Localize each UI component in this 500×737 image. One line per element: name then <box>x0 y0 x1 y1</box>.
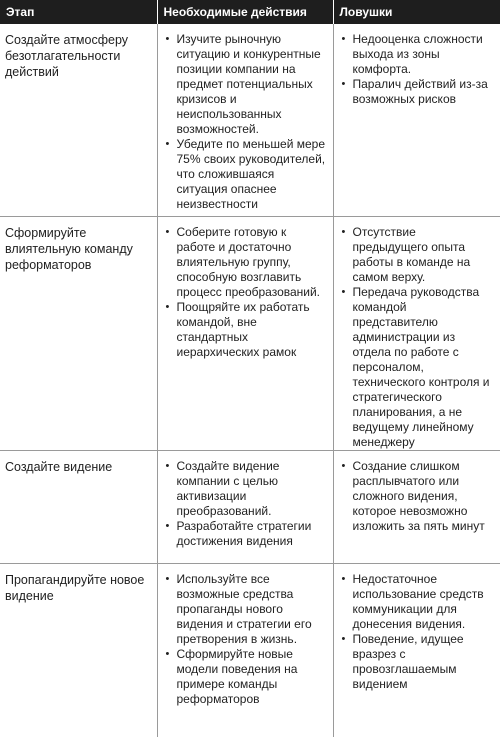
list-item: • Недостаточное использование средств коммуникации для донесения видения. <box>340 572 495 632</box>
header-stage: Этап <box>0 0 157 24</box>
list-item: • Разработайте стратегии достижения видения <box>164 519 327 549</box>
bullet-icon: • <box>342 32 346 47</box>
traps-cell <box>333 564 500 737</box>
traps-cell <box>333 24 500 217</box>
list-item: • Поощряйте их работать командой, вне стандартных иерархических рамок <box>164 300 327 360</box>
table-row <box>0 564 500 737</box>
bullet-icon: • <box>342 459 346 474</box>
bullet-icon: • <box>342 225 346 240</box>
list-item: • Паралич действий из-за возможных рисков <box>340 77 495 107</box>
table-row <box>0 24 500 217</box>
header-actions: Необходимые действия <box>157 0 333 24</box>
stage-cell: Пропагандируйте новое видение <box>0 564 157 737</box>
list-item: • Создание слишком расплывчатого или сложного видения, которое невозможно изложить за пять минут <box>340 459 495 534</box>
bullet-icon: • <box>166 32 170 47</box>
bullet-icon: • <box>342 285 346 300</box>
list-item: • Соберите готовую к работе и достаточно влиятельную группу, способную возглавить процесс преобразований. <box>164 225 327 300</box>
table-row <box>0 217 500 451</box>
actions-cell <box>157 217 333 451</box>
list-item: • Убедите по меньшей мере 75% своих руководителей, что сложившаяся ситуация опаснее неизвестности <box>164 137 327 212</box>
stage-cell: Создайте атмосферу безотлагательности действий <box>0 24 157 217</box>
list-item: • Изучите рыночную ситуацию и конкурентные позиции компании на предмет потенциальных кризисов и неиспользованных возможностей. <box>164 32 327 137</box>
traps-cell <box>333 451 500 564</box>
bullet-icon: • <box>166 572 170 587</box>
bullet-icon: • <box>166 519 170 534</box>
list-item: • Используйте все возможные средства пропаганды нового видения и стратегии его претворения в жизнь. <box>164 572 327 647</box>
stage-cell: Создайте видение <box>0 451 157 564</box>
bullet-icon: • <box>166 225 170 240</box>
header-traps: Ловушки <box>333 0 500 24</box>
list-item: • Отсутствие предыдущего опыта работы в команде на самом верху. <box>340 225 495 285</box>
list-item: • Поведение, идущее вразрез с провозглашаемым видением <box>340 632 495 692</box>
bullet-icon: • <box>166 647 170 662</box>
stage-cell: Сформируйте влиятельную команду реформаторов <box>0 217 157 451</box>
bullet-icon: • <box>342 77 346 92</box>
list-item: • Передача руководства командой представителю администрации из отдела по работе с персоналом, технического контроля и стратегического планирования, а не ведущему линейному менеджеру <box>340 285 495 450</box>
actions-cell <box>157 564 333 737</box>
actions-cell <box>157 451 333 564</box>
actions-cell <box>157 24 333 217</box>
list-item: • Сформируйте новые модели поведения на примере команды реформаторов <box>164 647 327 707</box>
list-item: • Создайте видение компании с целью активизации преобразований. <box>164 459 327 519</box>
traps-cell <box>333 217 500 451</box>
table-row <box>0 451 500 564</box>
bullet-icon: • <box>342 632 346 647</box>
bullet-icon: • <box>342 572 346 587</box>
bullet-icon: • <box>166 459 170 474</box>
header-row <box>0 0 500 24</box>
bullet-icon: • <box>166 300 170 315</box>
bullet-icon: • <box>166 137 170 152</box>
list-item: • Недооценка сложности выхода из зоны комфорта. <box>340 32 495 77</box>
